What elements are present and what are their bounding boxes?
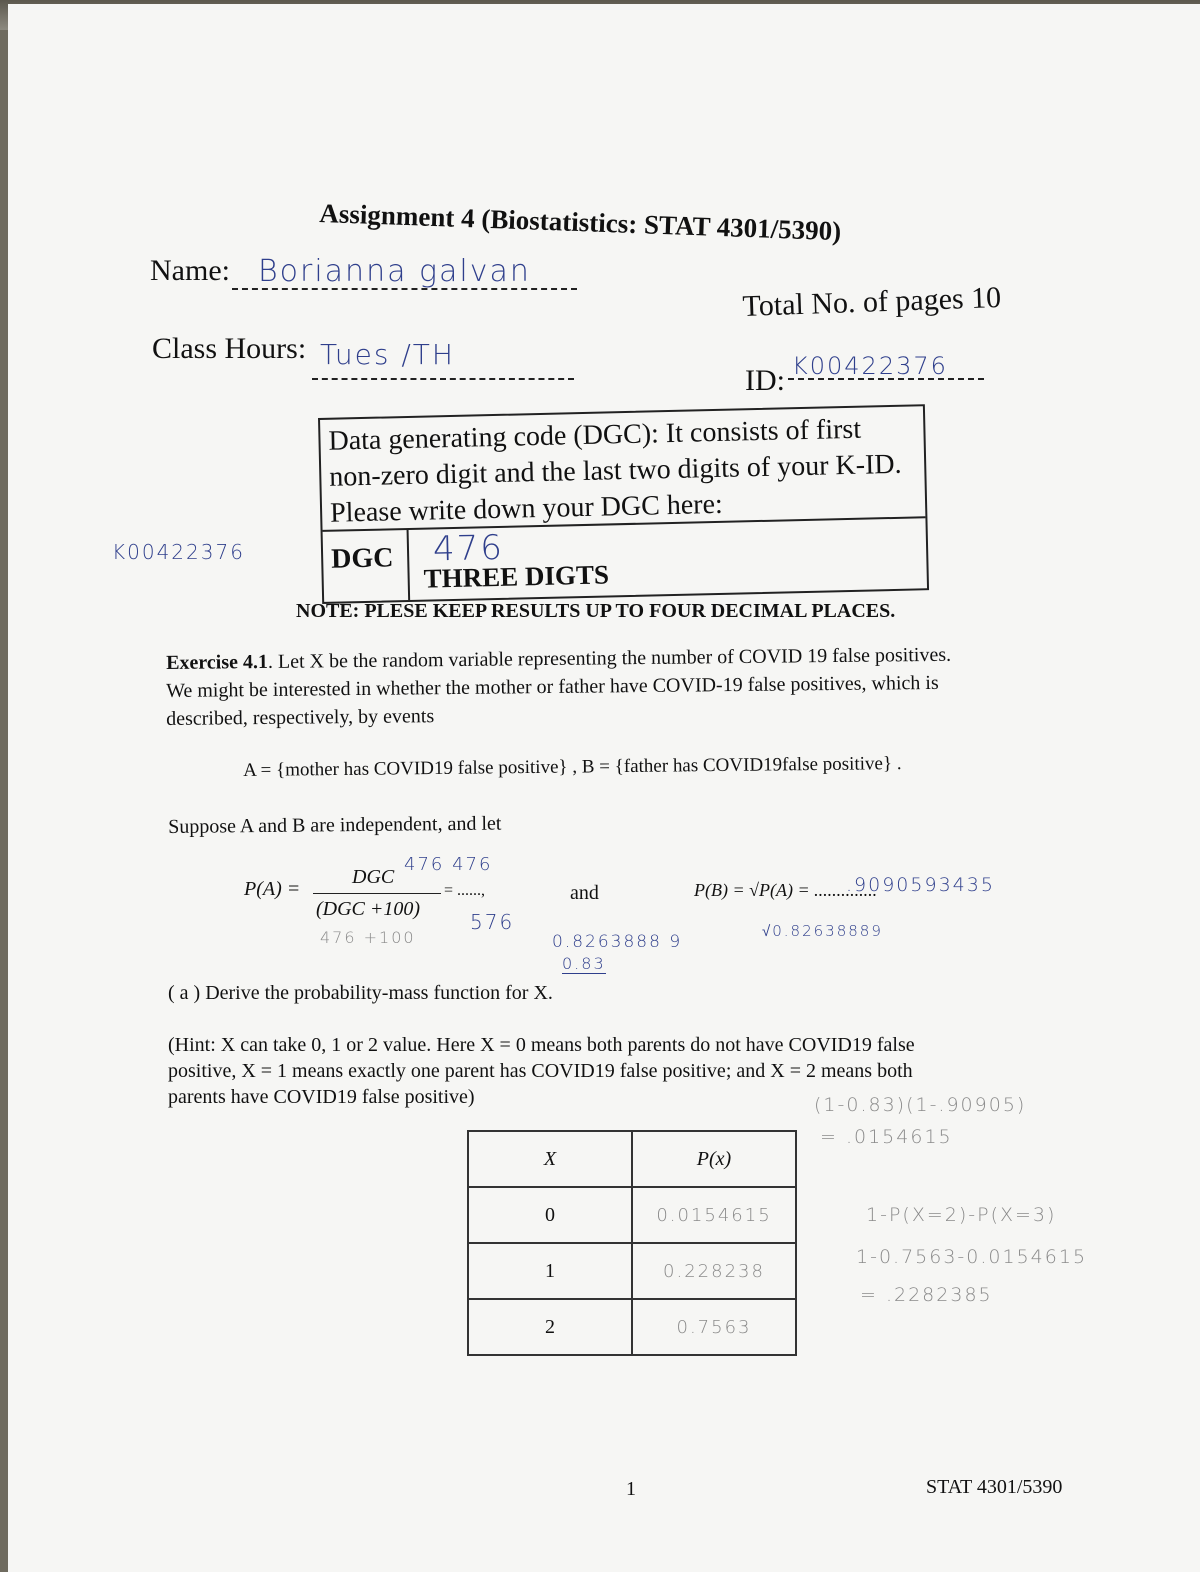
pa-denominator: (DGC +100) — [316, 898, 421, 920]
class-hours-handwritten: Tues /TH — [320, 338, 455, 371]
px-value: 0.0154615 — [632, 1187, 796, 1243]
header-x: X — [468, 1131, 632, 1187]
suppose-text: Suppose A and B are independent, and let — [168, 812, 502, 838]
events-definition: A = {mother has COVID19 false positive} , B = {father has COVID19false positive} . — [243, 753, 902, 781]
pmf-table — [467, 1130, 797, 1356]
id-label: ID: — [745, 364, 785, 397]
hint-line-1: (Hint: X can take 0, 1 or 2 value. Here X = 0 means both parents do not have COVID19 false — [168, 1034, 915, 1056]
hint-line-2: positive, X = 1 means exactly one parent has COVID19 false positive; and X = 2 means both — [168, 1060, 913, 1082]
hw-pb-sqrt: √0.82638889 — [762, 922, 883, 940]
work-note-4: 1-0.7563-0.0154615 — [856, 1246, 1088, 1268]
exercise-text-1: . Let X be the random variable representing the number of COVID 19 false positives. — [267, 643, 952, 673]
table-row — [468, 1299, 796, 1355]
hw-576: 576 — [470, 910, 515, 934]
name-label: Name: — [150, 254, 230, 287]
dgc-instructions: Data generating code (DGC): It consists of first non-zero digit and the last two digits of your K-ID. Please write down your DGC here: — [328, 413, 902, 529]
hw-numerator: 476 476 — [404, 854, 493, 875]
footer-course: STAT 4301/5390 — [926, 1476, 1063, 1498]
x-value: 1 — [468, 1243, 632, 1299]
id-handwritten: K00422376 — [792, 352, 948, 380]
work-note-5: = .2282385 — [860, 1284, 993, 1306]
pb-formula: P(B) = √P(A) = .............. — [694, 880, 878, 900]
note-text: NOTE: PLESE KEEP RESULTS UP TO FOUR DECIMAL PLACES. — [296, 600, 896, 622]
header-px: P(x) — [632, 1131, 796, 1187]
class-hours-line — [312, 378, 574, 380]
px-value: 0.228238 — [632, 1243, 796, 1299]
px-value: 0.7563 — [632, 1299, 796, 1355]
pa-numerator: DGC — [352, 866, 395, 888]
page-number: 1 — [626, 1478, 636, 1500]
pa-dots: = ......, — [444, 882, 486, 899]
page-title: Assignment 4 (Biostatistics: STAT 4301/5390) — [318, 198, 842, 247]
pa-lhs: P(A) = — [244, 878, 301, 900]
class-hours-label: Class Hours: — [152, 332, 307, 365]
dgc-margin-note: K00422376 — [112, 540, 245, 564]
hint-line-3: parents have COVID19 false positive) — [168, 1086, 475, 1108]
dgc-box — [318, 404, 929, 604]
name-handwritten: Borianna galvan — [258, 254, 531, 289]
hw-pa-rounded: 0.83 — [562, 954, 606, 973]
and-text: and — [570, 882, 599, 904]
hw-denominator: 476 +100 — [320, 928, 416, 947]
total-pages: Total No. of pages 10 — [742, 280, 1002, 323]
x-value: 2 — [468, 1299, 632, 1355]
exercise-heading: Exercise 4.1 — [166, 650, 269, 674]
dgc-label: DGC — [323, 530, 411, 602]
table-header-row — [468, 1131, 796, 1187]
hw-pb-value: .9090593435 — [846, 874, 995, 896]
table-row — [468, 1243, 796, 1299]
x-value: 0 — [468, 1187, 632, 1243]
work-note-2: = .0154615 — [820, 1126, 953, 1148]
part-a-text: ( a ) Derive the probability-mass function for X. — [168, 982, 553, 1004]
dgc-row — [323, 516, 927, 602]
fraction-bar — [313, 893, 441, 894]
table-row — [468, 1187, 796, 1243]
exercise-line-2: We might be interested in whether the mother or father have COVID-19 false positives, which is — [166, 671, 939, 702]
dgc-handwritten-value: 476 — [432, 527, 505, 570]
dgc-sub-label: THREE DIGTS — [423, 559, 610, 594]
exercise-line-3: described, respectively, by events — [166, 705, 435, 730]
work-note-3: 1-P(X=2)-P(X=3) — [866, 1204, 1057, 1226]
work-note-1: (1-0.83)(1-.90905) — [814, 1094, 1027, 1116]
hw-pa-value: 0.8263888 9 — [552, 932, 683, 952]
